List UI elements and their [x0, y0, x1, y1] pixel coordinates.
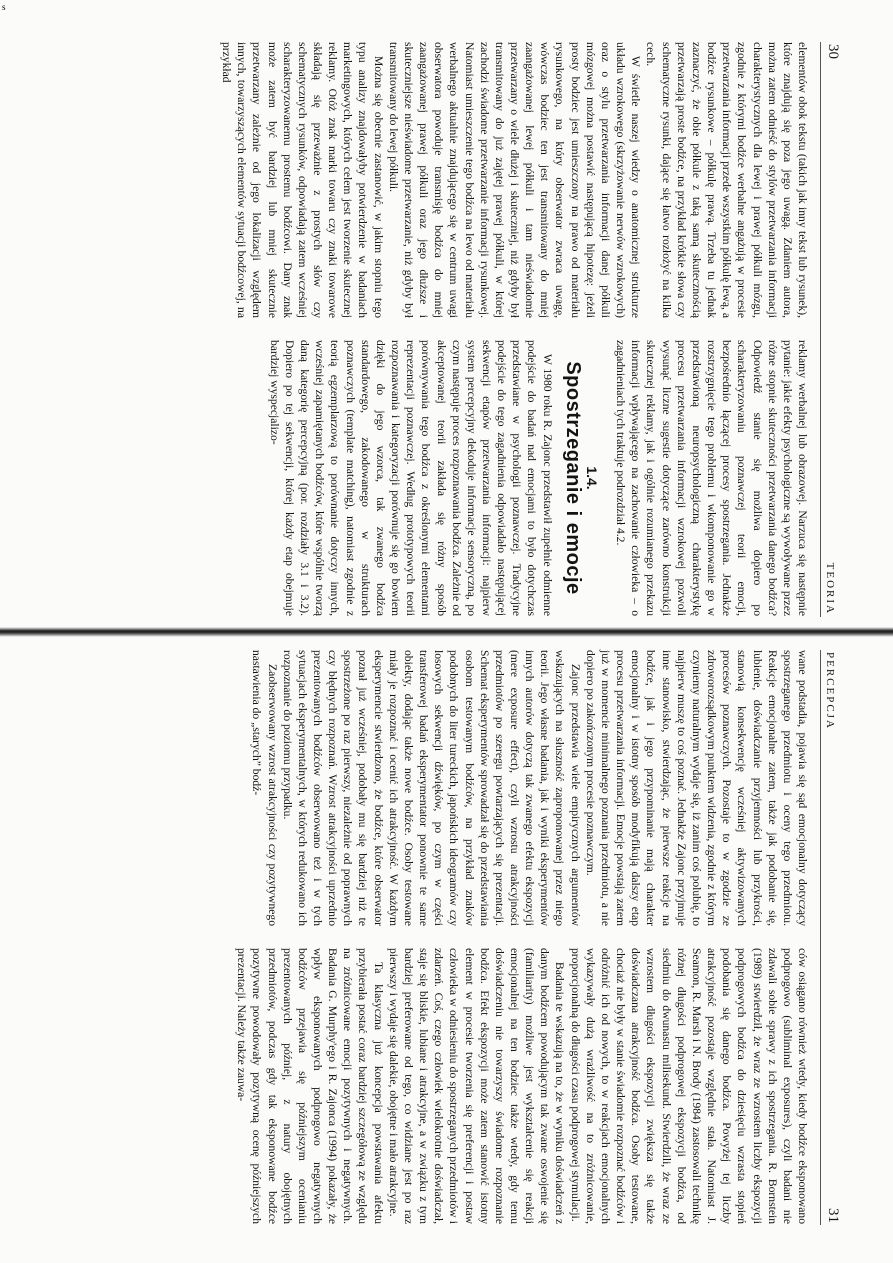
page-31-column-2: [234, 948, 810, 1224]
paragraph: wane podstadia, pojawia się sąd emocjonalny dotyczący spostrzeganego przedmiotu i oceny tego przedmiotu. Reakcje emocjonalne zatem, także jak podobanie się, lubienie, doświadczanie przyjemności lub przykrości, stanowią konsekwencję wcześniej aktywizowanych procesów poznawczych. Pozostaje to w zgodzie ze zdroworozsądkowym punktem widzenia, zgodnie z którym czyniemy naturalnym wydaje się, iż zanim coś polubię, to najpierw muszę to coś poznać. Jednakże Zajonc przyjmuje inne stanowisko, stwierdzając, że pierwsze reakcje na bodźce, jak i jego przypominanie mają charakter emocjonalny i w istotny sposób modyfikują dalszy etap procesu przetwarzania informacji. Emocje powstają zatem już w momencie minimalnego poznania przedmiotu, a nie dopiero po zakończonym procesie poznawczym.: [583, 650, 809, 926]
paragraph: ców osiągano również wtedy, kiedy bodźce eksponowano podprogowo (subliminal exposures), czyli badani nie zdawali sobie sprawy z ich spostrzegania. R. Bornstein (1989) stwierdził, że wraz ze wzrostem liczby ekspozycji podprogowych bodźca do dziesięciu wzrasta stopień podobania się danego bodźca. Powyżej tej liczby atrakcyjność pozostaje względnie stała. Natomiast J. Seamon, R. Marsh i N. Brody (1984) zastosowali technikę różnej długości podprogowej ekspozycji bodźca, od siedmiu do dwunastu milisekund. Stwierdzili, że wraz ze wzrostem długości ekspozycji zwiększa się także doświadczana atrakcyjność bodźca. Osoby testowane, chociaż nie były w stanie świadomie rozpoznać bodźców i odróżnić ich od nowych, to w reakcjach emocjonalnych wykazywały dużą wrażliwość na to zróżnicowanie, proporcjonalną do długości czasu podprogowej stymulacji.: [568, 948, 809, 1224]
paragraph: elementów obok tekstu (takich jak inny tekst lub rysunek), które znajdują się poza jego uwagą. Zdaniem autora, można zatem odnieść do stylów przetwarzania informacji charakterystycznych dla lewej i prawej półkuli mózgu, zgodnie z którymi bodźce werbalne angażują w procesie przetwarzania informacji przede wszystkim półkulę lewą, a bodźce rysunkowe – półkulę prawą. Trzeba tu jednak zaznaczyć, że obie półkule z taką samą skutecznością przetwarzają proste bodźce, na przykład krótkie słowa czy schematyczne rysunki, dające się łatwo rozłożyć na kilka cech.: [644, 42, 809, 318]
page-31: [40, 650, 850, 1225]
page-number: 30: [825, 44, 841, 59]
page-30-columns: [219, 42, 820, 617]
section-title: Spostrzeganie i emocje: [561, 361, 584, 595]
page-31-column-1: [234, 650, 810, 926]
paragraph: Zajonc przedstawia wiele empirycznych argumentów wskazujących na słuszność zaproponowanej przez niego teorii. Jego własne badania, jak i wyniki eksperymentów innych autorów dotyczą tak zwanego efektu ekspozycji (mere exposure effect), czyli wzrostu atrakcyjności przedmiotów po szeregu powtarzających się prezentacji. Schemat eksperymentów sprowadzał się do przedstawiania osobom testowanym bodźców, na przykład znaków podobnych do liter tureckich, japońskich ideogramów czy losowych sekwencji dźwięków, po czym w części transferowej badań eksperymentator ponownie te same obiekty, dodając także nowe bodźce. Osoby testowane miały je rozpoznać i ocenić ich atrakcyjność. W każdym eksperymencie stwierdzono, że bodźce, które obserwator poznał już wcześniej, podobały mu się bardziej niż te spostrzeżone po raz pierwszy, niezależnie od poprawnych czy błędnych rozpoznań. Wzrost atrakcyjności uprzednio prezentowanych bodźców obserwowano też i w tych sytuacjach eksperymentalnych, w których redukowano ich rozpoznanie do poziomu przypadku.: [280, 650, 582, 926]
section-number: 1.4.: [583, 466, 600, 490]
page-30-column-2: [219, 340, 810, 616]
paragraph: Ta klasyczna już koncepcja powstawania afektu przybierała postać coraz bardziej szczegółową ze względu na zróżnicowane emocji pozytywnych i negatywnych. Badania G. Murphy'ego i R. Zajonca (1994) pokazały, że wpływ eksponowanych podprogowo negatywnych bodźców przejawia się późniejszym ocenianiu prezentowanych później, z natury obojętnych przedmiotów, podczas gdy tak eksponowane bodźce pozytywne powodowały pozytywną ocenę późniejszych prezentacji. Należy także zauwa-: [235, 948, 385, 1224]
page-30-header: [820, 42, 850, 617]
corner-mark: s: [2, 2, 6, 12]
page-30-column-1: [219, 42, 810, 318]
page-number: 31: [825, 1208, 841, 1223]
page-31-header: [820, 650, 850, 1225]
page-31-columns: [234, 650, 820, 1225]
running-head: PERCEPCJA: [824, 652, 836, 730]
paragraph: W 1980 roku R. Zajonc przedstawił zupełnie odmienne podejście do badań nad emocjami to było dotychczas przedstawiane w psychologii poznawczej. Tradycyjne podejście do tego zagadnienia odpowiadało następującej sekwencji etapów przetwarzania informacji: najpierw system percepcyjny dekoduje informacje sensoryczną, po czym następuje proces rozpoznawania bodźca. Zależnie od akceptowanej teorii zakłada się różny sposób porównywania tego bodźca z określonymi elementami reprezentacji poznawczej. Według prototypowych teorii rozpoznawania i kategoryzacji porównuje się go bowiem dzięki do jego wzorca, tak zwanego bodźca standardowego, zakodowanego w strukturach poznawczych (template matching), natomiast zgodnie z teorią egzemplarzową to porównanie dotyczy innych, wcześniej zapamiętanych bodźców, które wspólnie tworzą daną kategorię percepcyjną (por. rozdziały 3.1 i 3.2). Dopiero po tej sekwencji, której każdy etap obejmuje bardziej wyspecjalizo-: [267, 340, 554, 616]
paragraph: Zaobserwowany wzrost atrakcyjności czy pozytywnego nastawienia do „starych” bodź-: [250, 650, 279, 926]
paragraph: Badania te wskazują na to, że w wyniku doświadczeń z danym bodźcem powodującym tak zwane oswojenie się (familiarity) możliwe jest wykształcenie się reakcji emocjonalnej na ten bodziec także wtedy, gdy temu doświadczeniu nie towarzyszy świadome rozpoznanie bodźca. Efekt ekspozycji może zatem stanowić istotny element w procesie tworzenia się preferencji i postaw człowieka w odniesieniu do spostrzeganych przedmiotów i zdarzeń. Coś, czego człowiek wielokrotnie doświadczał, staje się bliskie, lubiane i atrakcyjne, a w związku z tym bardziej preferowane od tego, co widziane jest po raz pierwszy i wydaje się dalekie, obojętne i mało atrakcyjne.: [386, 948, 567, 1224]
paragraph: Można się obecnie zastanowić, w jakim stopniu tego typu analizy znajdowałyby potwierdzenie w badaniach marketingowych, których celem jest tworzenie skutecznej reklamy. Otóż znak marki towaru czy znaki towarowe składają się przeważnie z prostych słów czy schematycznych rysunków, odpowiadają zatem wcześniej scharakteryzowanemu prostemu bodźcowi. Dany znak może zatem być bardziej lub mniej skutecznie przetwarzany zależnie od jego lokalizacji względem innych, towarzyszących elementów sytuacji bodźcowej, na przykład: [220, 42, 385, 318]
paragraph: W świetle naszej wiedzy o anatomicznej strukturze układu wzrokowego (skrzyżowanie nerwów wzrokowych) oraz o stylu przetwarzania informacji danej półkuli mózgowej można postawić następującą hipotezę: jeżeli prosty bodziec jest umieszczony na prawo od materiału rysunkowego, na który obserwator zwraca uwagę, wówczas bodziec ten jest transmitowany do mniej zaangażowanej lewej półkuli i tam nieświadomie przetwarzany o wiele dłużej i skuteczniej, niż gdyby był transmitowany do już zajętej prawej półkuli, w której zachodzi świadome przetwarzanie informacji rysunkowej. Natomiast umieszczenie tego bodźca na lewo od materiału werbalnego aktualnie znajdującego się w centrum uwagi obserwatora powoduje transmisję bodźca do mniej zaangażowanej prawej półkuli oraz jego dłuższe i skuteczniejsze nieświadome przetwarzanie, niż gdyby był transmitowany do lewej półkuli.: [386, 42, 643, 318]
paragraph: reklamy werbalnej lub obrazowej. Narzuca się następnie pytanie: jakie efekty psychologiczne są wywoływane przez różne stopnie skuteczności przetwarzania danego bodźca? Odpowiedź stanie się możliwa dopiero po scharakteryzowaniu poznawczej teorii emocji, bezpośrednio łączącej procesy spostrzegania. Jednakże rozstrzygnięcie tego problemu i wkomponowanie go w przedstawioną neuropsychologiczną charakterystykę procesu przetwarzania informacji wzrokowej pozwoli wysunąć liczne sugestie dotyczące zarówno konstrukcji skutecznej reklamy, jak i ogólnie rozumianego przekazu informacji wpływającego na zachowanie człowieka – o zagadnieniach tych traktuje podrozdział 4.2.: [614, 340, 809, 616]
running-head: TEORIA: [824, 562, 836, 615]
page-30: [40, 42, 850, 617]
book-gutter: [0, 627, 893, 637]
